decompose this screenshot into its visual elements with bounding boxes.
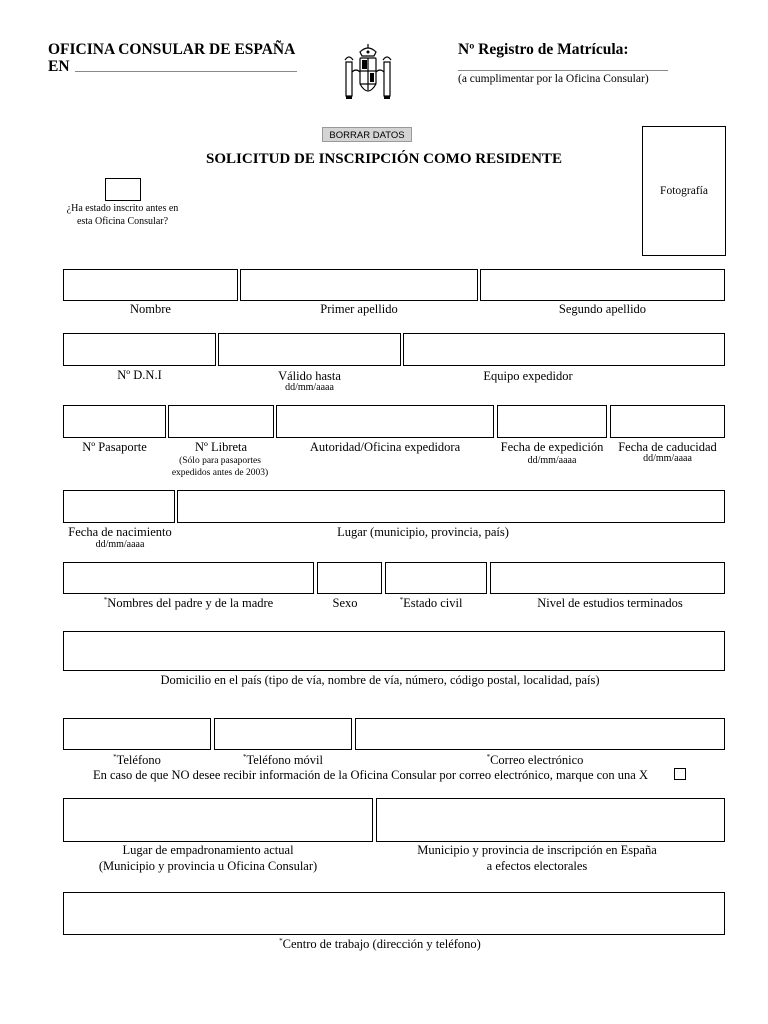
nombre-field[interactable] (63, 269, 238, 301)
telefono-movil-label (214, 753, 352, 768)
telefono-field[interactable] (63, 718, 211, 750)
empadronamiento-label-line1: Lugar de empadronamiento actual (122, 843, 294, 857)
fecha-expedicion-label: Fecha de expedición (500, 440, 604, 454)
telefono-label (63, 753, 211, 768)
correo-label (380, 753, 690, 768)
email-optout-checkbox[interactable] (674, 768, 686, 780)
primer-apellido-label: Primer apellido (320, 302, 398, 316)
lugar-nacimiento-field[interactable] (177, 490, 725, 523)
equipo-expedidor-field[interactable] (403, 333, 725, 366)
municipio-electoral-label-line1: Municipio y provincia de inscripción en España (417, 843, 657, 857)
office-en-label: EN (48, 58, 70, 75)
correo-text: Correo electrónico (490, 753, 584, 768)
equipo-expedidor-label: Equipo expedidor (483, 369, 573, 383)
telefono-text: Teléfono (116, 753, 161, 768)
primer-apellido-field[interactable] (240, 269, 478, 301)
valido-hasta-label: Válido hasta (278, 369, 341, 383)
municipio-electoral-field[interactable] (376, 798, 725, 842)
domicilio-label: Domicilio en el país (tipo de vía, nombre de vía, número, código postal, localidad, país) (160, 673, 600, 687)
nombre-label: Nombre (130, 302, 171, 316)
padres-field[interactable] (63, 562, 314, 594)
autoridad-field[interactable] (276, 405, 494, 438)
registry-title: Nº Registro de Matrícula: (458, 41, 629, 58)
fecha-nacimiento-field[interactable] (63, 490, 175, 523)
libreta-note-line2: expedidos antes de 2003) (171, 468, 269, 478)
footnote-mark: * (486, 753, 491, 761)
footnote-mark: * (242, 753, 247, 761)
estado-civil-text: Estado civil (403, 596, 463, 611)
lugar-nacimiento-label: Lugar (municipio, provincia, país) (337, 525, 509, 539)
fecha-caducidad-label: Fecha de caducidad (618, 440, 717, 454)
libreta-label: Nº Libreta (194, 440, 248, 454)
sexo-field[interactable] (317, 562, 382, 594)
dni-label: Nº D.N.I (117, 368, 162, 382)
correo-field[interactable] (355, 718, 725, 750)
fecha-nacimiento-format: dd/mm/aaaa (95, 539, 145, 550)
domicilio-field[interactable] (63, 631, 725, 671)
estudios-label: Nivel de estudios terminados (537, 596, 683, 610)
estudios-field[interactable] (490, 562, 725, 594)
sexo-label: Sexo (332, 596, 358, 610)
segundo-apellido-field[interactable] (480, 269, 725, 301)
segundo-apellido-label: Segundo apellido (558, 302, 647, 316)
centro-trabajo-label (0, 937, 760, 952)
prior-question-line1: ¿Ha estado inscrito antes en (66, 203, 179, 214)
registry-number-line[interactable] (458, 58, 668, 71)
pasaporte-label: Nº Pasaporte (82, 440, 147, 454)
libreta-field[interactable] (168, 405, 274, 438)
footnote-mark: * (399, 596, 404, 604)
centro-trabajo-text: Centro de trabajo (dirección y teléfono) (282, 937, 481, 952)
dni-field[interactable] (63, 333, 216, 366)
photo-label: Fotografía (660, 185, 708, 197)
fecha-caducidad-field[interactable] (610, 405, 725, 438)
estado-civil-field[interactable] (385, 562, 487, 594)
autoridad-label: Autoridad/Oficina expedidora (309, 440, 461, 454)
empadronamiento-field[interactable] (63, 798, 373, 842)
padres-label (63, 596, 314, 611)
telefono-movil-text: Teléfono móvil (246, 753, 324, 768)
estado-civil-label (385, 596, 477, 611)
empadronamiento-label-line2: (Municipio y provincia u Oficina Consular) (98, 859, 318, 873)
prior-question-line2: esta Oficina Consular? (76, 216, 169, 227)
coat-of-arms-icon (340, 42, 396, 106)
valido-hasta-format: dd/mm/aaaa (285, 382, 334, 393)
email-optout-label: En caso de que NO desee recibir información de la Oficina Consular por correo electrónico, marque con una X (93, 768, 648, 782)
office-city-line[interactable] (75, 58, 297, 72)
footnote-mark: * (103, 596, 108, 604)
municipio-electoral-label-line2: a efectos electorales (486, 859, 588, 873)
form-title: SOLICITUD DE INSCRIPCIÓN COMO RESIDENTE (206, 151, 562, 167)
prior-registration-field[interactable] (105, 178, 141, 201)
fecha-expedicion-field[interactable] (497, 405, 607, 438)
clear-data-button[interactable]: BORRAR DATOS (322, 127, 412, 142)
valido-hasta-field[interactable] (218, 333, 401, 366)
fecha-expedicion-format: dd/mm/aaaa (527, 455, 577, 466)
registry-note: (a cumplimentar por la Oficina Consular) (458, 73, 649, 85)
pasaporte-field[interactable] (63, 405, 166, 438)
office-title: OFICINA CONSULAR DE ESPAÑA (48, 41, 296, 58)
fecha-nacimiento-label: Fecha de nacimiento (68, 525, 172, 539)
centro-trabajo-field[interactable] (63, 892, 725, 935)
fecha-caducidad-format: dd/mm/aaaa (643, 453, 692, 464)
padres-text: Nombres del padre y de la madre (107, 596, 274, 611)
telefono-movil-field[interactable] (214, 718, 352, 750)
footnote-mark: * (279, 937, 283, 945)
footnote-mark: * (113, 753, 117, 761)
libreta-note-line1: (Sólo para pasaportes (179, 456, 261, 466)
